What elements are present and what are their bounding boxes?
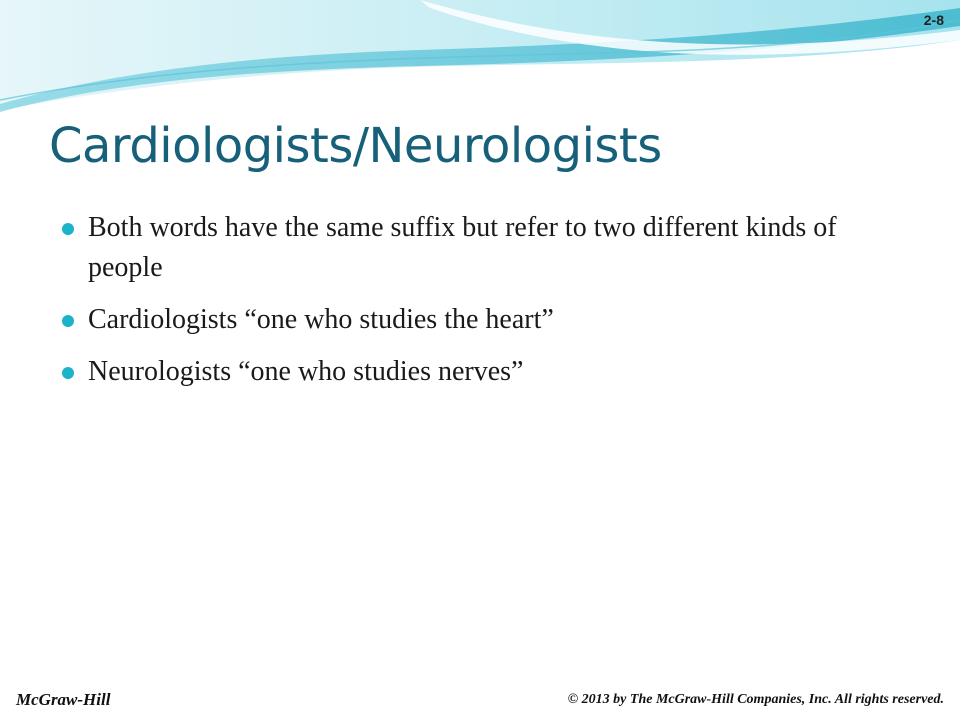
bullet-dot-icon: [62, 315, 74, 327]
copyright-notice: © 2013 by The McGraw-Hill Companies, Inc. All rights reserved.: [567, 692, 944, 707]
bullet-text: Both words have the same suffix but refer to two different kinds of people: [88, 212, 837, 283]
bullet-text: Cardiologists “one who studies the heart”: [88, 304, 554, 335]
bullet-dot-icon: [62, 223, 74, 235]
header-wave-decoration: [0, 0, 960, 120]
bullet-list: [60, 208, 880, 404]
bullet-item: [60, 300, 880, 340]
bullet-text: Neurologists “one who studies nerves”: [88, 356, 524, 387]
bullet-dot-icon: [62, 367, 74, 379]
slide-title: Cardiologists/Neurologists: [49, 118, 662, 174]
slide-number: 2-8: [923, 12, 944, 28]
publisher-logo-text: McGraw-Hill: [16, 690, 111, 709]
bullet-item: [60, 208, 880, 288]
bullet-item: [60, 352, 880, 392]
